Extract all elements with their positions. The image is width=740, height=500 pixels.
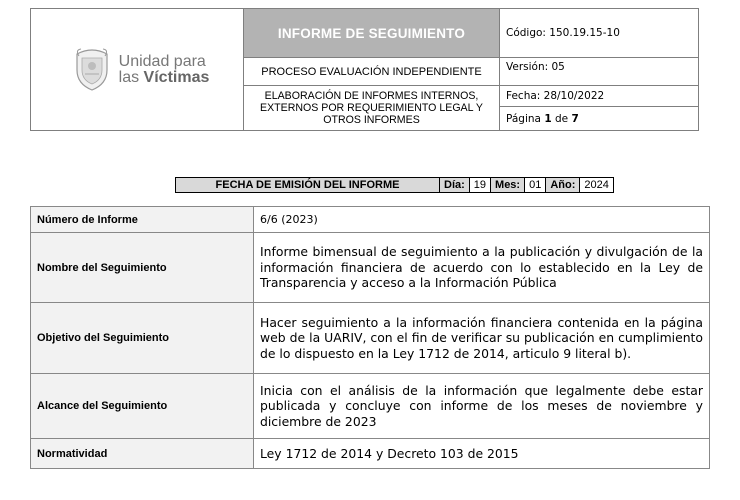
document-version: Versión: 05: [500, 58, 699, 86]
table-row: [31, 207, 710, 233]
logo-line2-bold: Víctimas: [143, 68, 210, 86]
logo-line1: Unidad para: [118, 52, 206, 70]
subprocess-name: ELABORACIÓN DE INFORMES INTERNOS, EXTERNOS POR REQUERIMIENTO LEGAL Y OTROS INFORMES: [244, 86, 500, 131]
coat-of-arms-icon: [73, 48, 111, 92]
year-value: 2024: [580, 178, 613, 193]
year-label: Año:: [546, 178, 580, 193]
row-label: Número de Informe: [31, 207, 254, 233]
organization-logo: [39, 48, 243, 92]
row-value: Hacer seguimiento a la información financiera contenida en la página web de la UARIV, con el fin de verificar su publicación en cumplimiento de lo dispuesto en la Ley 1712 de 2014, articulo 9 literal b).: [254, 303, 710, 374]
document-code: Código: 150.19.15-10: [500, 9, 699, 58]
page-total: 7: [571, 112, 579, 125]
day-value: 19: [469, 178, 490, 193]
row-value: Informe bimensual de seguimiento a la publicación y divulgación de la información financiera de acuerdo con lo establecido en la Ley de Transparencia y acceso a la Información Pública: [254, 233, 710, 303]
process-name: PROCESO EVALUACIÓN INDEPENDIENTE: [244, 58, 500, 86]
month-label: Mes:: [491, 178, 525, 193]
row-label: Normatividad: [31, 439, 254, 469]
table-row: [31, 303, 710, 374]
row-value: Ley 1712 de 2014 y Decreto 103 de 2015: [254, 439, 710, 469]
report-info-table: [30, 206, 710, 469]
table-row: [31, 233, 710, 303]
row-label: Nombre del Seguimiento: [31, 233, 254, 303]
row-label: Alcance del Seguimiento: [31, 374, 254, 439]
row-value: 6/6 (2023): [254, 207, 710, 233]
logo-line2-prefix: las: [118, 68, 144, 86]
table-row: [31, 439, 710, 469]
report-title: INFORME DE SEGUIMIENTO: [244, 9, 500, 58]
row-value: Inicia con el análisis de la información que legalmente debe estar publicada y concluye con informe de los meses de noviembre y diciembre de 2023: [254, 374, 710, 439]
page-mid: de: [551, 112, 572, 125]
document-header: [30, 8, 699, 131]
day-label: Día:: [440, 178, 470, 193]
page-current: 1: [544, 112, 552, 125]
document-date: Fecha: 28/10/2022: [500, 86, 699, 107]
month-value: 01: [525, 178, 546, 193]
page-prefix: Página: [506, 112, 545, 125]
issue-date-label: FECHA DE EMISIÓN DEL INFORME: [176, 178, 440, 193]
issue-date-strip: [175, 177, 614, 193]
row-label: Objetivo del Seguimiento: [31, 303, 254, 374]
page-indicator: [500, 107, 699, 131]
table-row: [31, 374, 710, 439]
logo-cell: [31, 9, 244, 131]
